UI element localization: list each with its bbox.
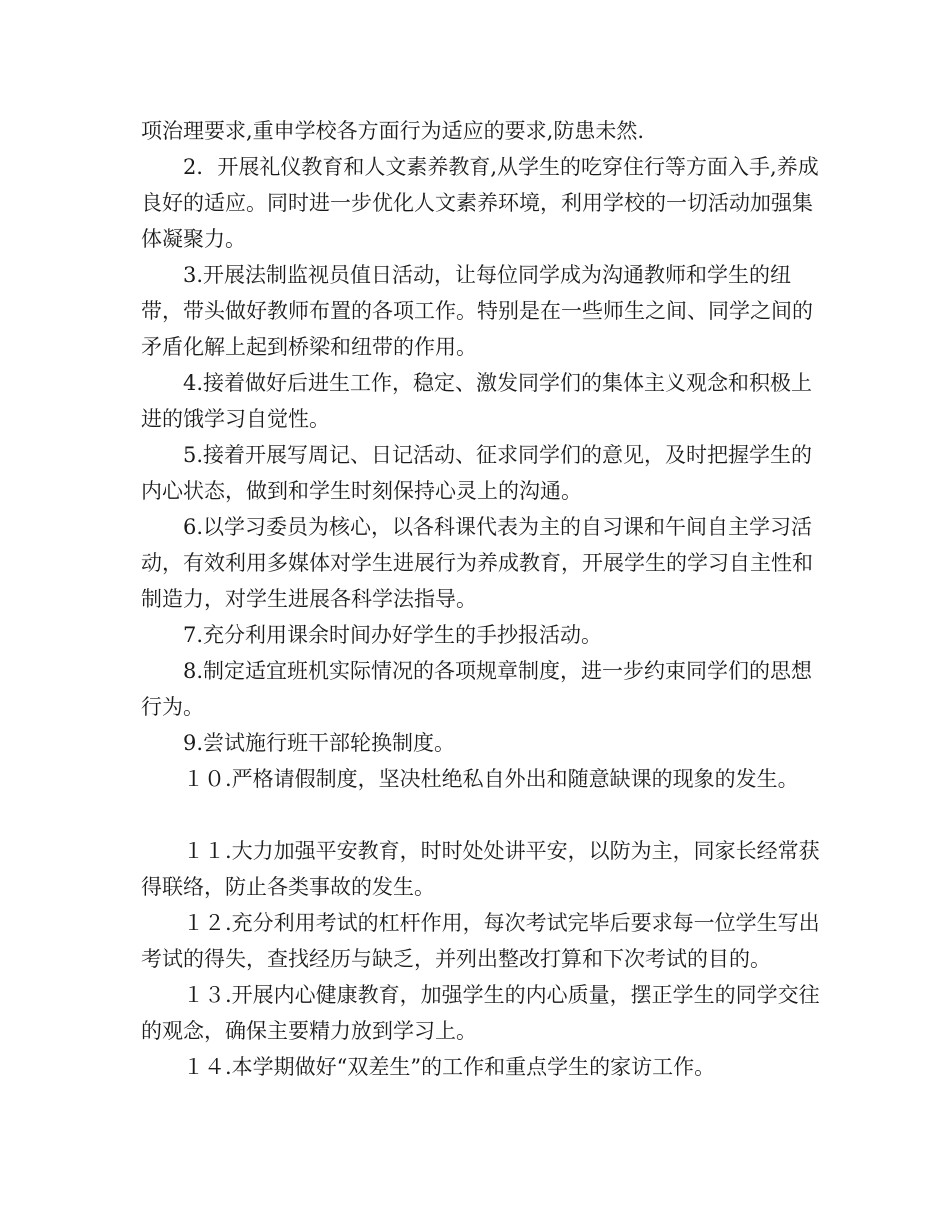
paragraph-item-7: 7.充分利用课余时间办好学生的手抄报活动。 bbox=[183, 623, 603, 647]
paragraph-item-4: 4.接着做好后进生工作，稳定、激发同学们的集体主义观念和积极上进的饿学习自觉性。 bbox=[141, 371, 813, 431]
paragraph-item-12: １２.充分利用考试的杠杆作用，每次考试完毕后要求每一位学生写出考试的得失，查找经历与缺乏，并列出整改打算和下次考试的目的。 bbox=[141, 911, 820, 971]
paragraph-item-5: 5.接着开展写周记、日记活动、征求同学们的意见，及时把握学生的内心状态，做到和学生时刻保持心灵上的沟通。 bbox=[141, 443, 813, 503]
paragraph-continuation: 项治理要求,重申学校各方面行为适应的要求,防患未然. bbox=[141, 119, 645, 143]
paragraph-item-2: 2．开展礼仪教育和人文素养教育,从学生的吃穿住行等方面入手,养成良好的适应。同时进一步优化人文素养环境，利用学校的一切活动加强集体凝聚力。 bbox=[141, 155, 819, 251]
blank-line bbox=[141, 797, 831, 833]
paragraph-item-10: １０.严格请假制度，坚决杜绝私自外出和随意缺课的现象的发生。 bbox=[183, 767, 799, 791]
paragraph-item-3: 3.开展法制监视员值日活动，让每位同学成为沟通教师和学生的纽带，带头做好教师布置的各项工作。特别是在一些师生之间、同学之间的矛盾化解上起到桥梁和纽带的作用。 bbox=[141, 263, 813, 359]
paragraph-item-8: 8.制定适宜班机实际情况的各项规章制度，进一步约束同学们的思想行为。 bbox=[141, 659, 813, 719]
paragraph-item-6: 6.以学习委员为核心，以各科课代表为主的自习课和午间自主学习活动，有效利用多媒体对学生进展行为养成教育，开展学生的学习自主性和制造力，对学生进展各科学法指导。 bbox=[141, 515, 813, 611]
paragraph-item-9: 9.尝试施行班干部轮换制度。 bbox=[183, 731, 456, 755]
paragraph-item-11: １１.大力加强平安教育，时时处处讲平安，以防为主，同家长经常获得联络，防止各类事故的发生。 bbox=[141, 839, 820, 899]
paragraph-item-13: １３.开展内心健康教育，加强学生的内心质量，摆正学生的同学交往的观念，确保主要精力放到学习上。 bbox=[141, 983, 820, 1043]
paragraph-item-14: １４.本学期做好“双差生”的工作和重点学生的家访工作。 bbox=[183, 1055, 716, 1079]
document-body bbox=[141, 113, 831, 1085]
